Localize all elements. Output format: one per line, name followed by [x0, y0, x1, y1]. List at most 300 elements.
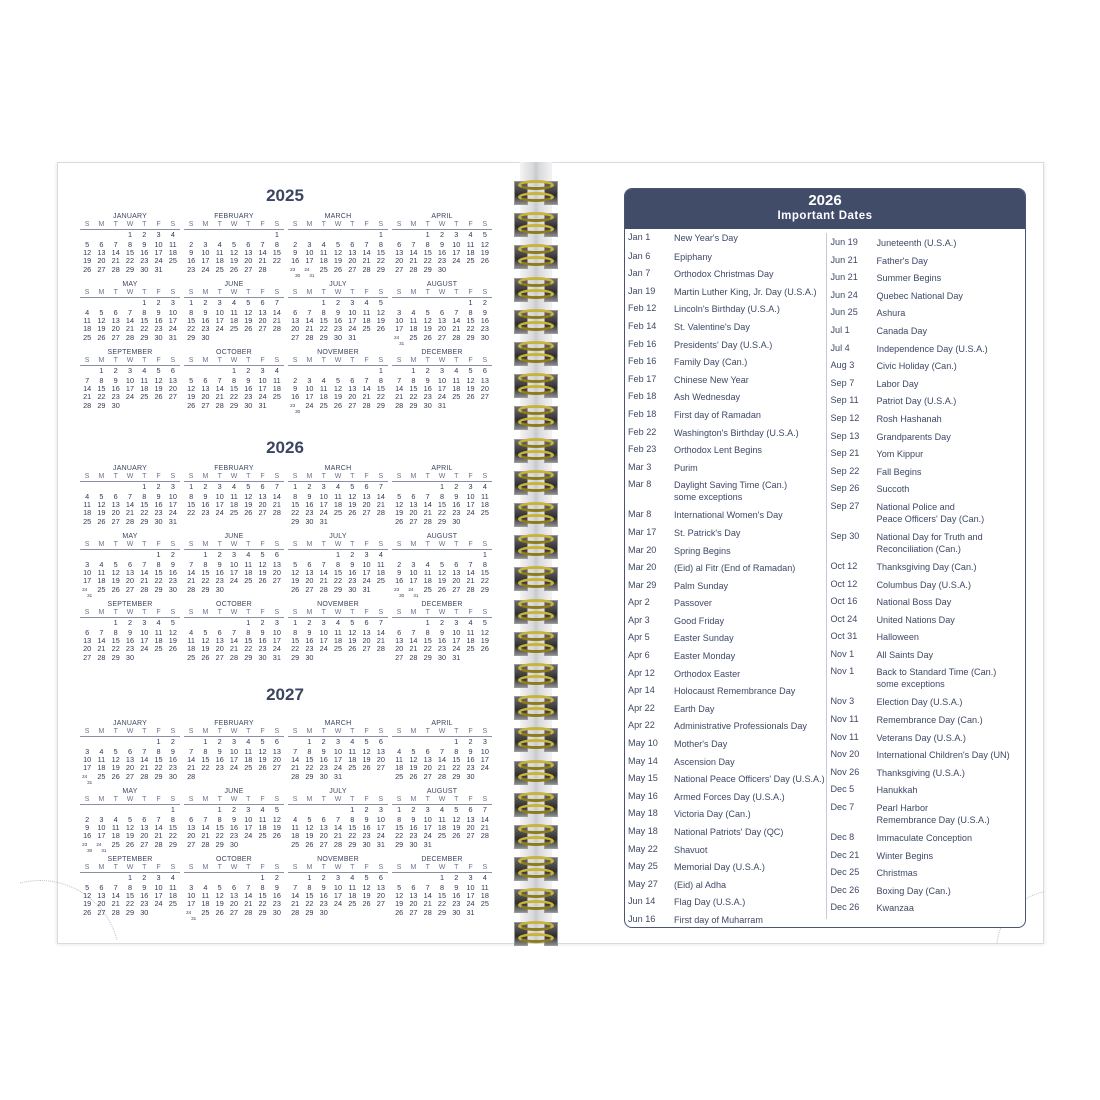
day-cell: 8 [335, 559, 341, 569]
month-name: JULY [329, 280, 347, 288]
month-calendar-july [288, 787, 388, 849]
day-cell: 2 [170, 737, 175, 746]
important-date-row [830, 268, 1025, 286]
day-cell: 15 [229, 384, 239, 394]
day-cell: 26 [83, 264, 92, 274]
day-cell: 20 [215, 644, 224, 654]
day-cell: 22 [291, 644, 300, 654]
day-cell [255, 231, 269, 239]
day-cell: 2 [321, 872, 326, 882]
day-cell: $^{23}_{30}$ [82, 841, 93, 853]
day-cell: 22 [305, 899, 314, 909]
day-cell: 7 [113, 882, 118, 892]
event-label [876, 592, 1025, 610]
day-cell [374, 773, 388, 781]
day-cell: 26 [466, 392, 475, 402]
day-cell [198, 874, 212, 882]
day-cell [241, 874, 255, 882]
day-cell: 7 [364, 375, 369, 385]
event-name: Thanksgiving Day (Can.) [876, 561, 977, 572]
weekday-label: T [350, 288, 355, 296]
weekday-label: S [84, 288, 90, 296]
weekday-label: F [156, 540, 161, 548]
day-cell: 23 [319, 763, 328, 773]
day-cell: 21 [140, 576, 149, 586]
day-cell: 22 [201, 763, 210, 773]
important-date-row [830, 409, 1025, 427]
day-cell: 19 [362, 755, 371, 765]
event-name: Grandparents Day [876, 431, 951, 442]
day-cell: 5 [397, 491, 402, 501]
weekday-label: F [468, 540, 473, 548]
day-cell: 28 [258, 264, 267, 274]
event-label [674, 611, 826, 629]
day-cell: 25 [409, 332, 418, 342]
day-cell: 22 [125, 899, 135, 909]
day-cell: 3 [99, 814, 104, 824]
weekday-label: T [246, 795, 251, 803]
day-cell: 4 [293, 814, 298, 824]
day-cell: 12 [291, 568, 300, 578]
date-label: Dec 26 [830, 884, 860, 895]
day-cell: 24 [125, 392, 135, 402]
day-cell: 25 [395, 771, 404, 781]
weekday-label: S [292, 288, 298, 296]
weekday-label: F [260, 608, 265, 616]
date-label: May 18 [628, 808, 658, 819]
day-cell: 27 [111, 332, 120, 342]
event-label [876, 780, 1025, 798]
day-cell: 18 [272, 384, 281, 394]
weekday-label: F [156, 221, 161, 228]
weekday-header-row [184, 541, 284, 550]
event-name: Epiphany [674, 251, 712, 262]
date-label: Nov 20 [830, 749, 860, 760]
day-cell: 15 [480, 568, 489, 578]
day-cell: 31 [258, 400, 267, 410]
day-cell: 7 [156, 814, 161, 824]
day-cell: 14 [362, 384, 371, 394]
day-cell: 17 [333, 755, 343, 765]
date-label: Mar 29 [628, 579, 657, 590]
month-calendar-december [392, 348, 492, 410]
day-cell: 30 [140, 907, 149, 917]
day-cell: 2 [425, 365, 430, 375]
day-cell: 10 [466, 882, 475, 892]
event-label [876, 557, 1025, 575]
day-cell: 22 [201, 576, 210, 586]
day-cell: 14 [305, 316, 314, 326]
event-name: Purim [674, 462, 698, 473]
day-cell: 29 [258, 907, 267, 917]
day-cell: 21 [140, 763, 149, 773]
day-cell: 28 [97, 652, 106, 662]
weekday-label: S [292, 540, 298, 548]
day-cell: 11 [187, 636, 195, 646]
day-grid [80, 619, 180, 662]
day-cell [288, 551, 302, 559]
day-cell: 28 [111, 907, 120, 917]
weekday-label: M [98, 540, 105, 548]
day-cell: 8 [378, 375, 383, 385]
day-cell: 10 [362, 559, 371, 569]
important-date-row [830, 251, 1025, 269]
day-cell: 27 [376, 899, 385, 909]
day-cell: 10 [348, 307, 357, 317]
day-cell [331, 654, 345, 662]
day-cell: 9 [468, 746, 473, 756]
weekday-label: T [246, 288, 251, 296]
weekday-label: M [202, 795, 209, 803]
day-cell: 31 [168, 516, 177, 526]
weekday-label: W [230, 608, 238, 616]
spiral-coil [512, 822, 560, 854]
day-cell [94, 483, 108, 491]
day-cell: 12 [480, 239, 489, 249]
day-cell: 28 [437, 771, 447, 781]
day-cell: 21 [423, 899, 432, 909]
day-cell: 6 [274, 737, 279, 746]
day-cell: 4 [468, 617, 473, 627]
weekday-label: T [321, 608, 326, 616]
weekday-label: S [274, 288, 280, 296]
day-cell: 2 [397, 559, 402, 569]
day-cell: 1 [274, 230, 279, 239]
weekday-label: T [454, 473, 459, 480]
day-cell: 26 [348, 644, 357, 654]
day-cell: 9 [189, 248, 194, 258]
event-name: Fall Begins [876, 466, 922, 477]
day-cell: 3 [378, 804, 383, 814]
day-cell [241, 586, 255, 594]
day-cell: 3 [411, 559, 416, 569]
day-cell: 24 [466, 508, 475, 518]
day-cell: 12 [333, 384, 343, 394]
day-cell [94, 551, 108, 559]
weekday-header-row [392, 796, 492, 805]
day-cell: 23 [319, 899, 328, 909]
month-name: JUNE [224, 280, 244, 288]
day-cell [80, 551, 94, 559]
day-cell: 24 [229, 576, 239, 586]
day-cell: 13 [362, 627, 371, 637]
spiral-coil [512, 629, 560, 661]
day-cell: 6 [274, 549, 279, 559]
day-grid [288, 806, 388, 849]
day-cell: 30 [201, 332, 210, 342]
day-cell: 20 [187, 831, 196, 841]
day-cell: 22 [272, 256, 281, 266]
day-cell: 7 [231, 627, 237, 637]
date-label: Apr 14 [628, 685, 655, 696]
day-cell: 20 [466, 823, 475, 833]
event-label [674, 229, 826, 247]
day-cell: 6 [397, 627, 402, 637]
day-cell: 12 [423, 316, 432, 326]
day-cell: 16 [333, 316, 343, 326]
important-date-row [830, 763, 1025, 781]
day-cell: 26 [201, 652, 210, 662]
day-cell [184, 367, 198, 375]
day-cell: 19 [452, 823, 461, 833]
day-cell: 6 [142, 814, 147, 824]
weekday-label: T [113, 540, 118, 548]
weekday-label: T [321, 473, 326, 480]
day-grid [392, 619, 492, 662]
day-cell: 14 [111, 891, 120, 901]
weekday-label: T [142, 221, 147, 228]
weekday-label: S [378, 795, 384, 803]
day-cell: 29 [291, 652, 300, 662]
day-cell: 6 [364, 617, 369, 627]
day-cell: 17 [423, 823, 432, 833]
day-cell [288, 299, 302, 307]
day-cell: 19 [258, 755, 267, 765]
day-cell [213, 367, 227, 375]
day-cell: 23 [168, 576, 177, 586]
event-name: Orthodox Christmas Day [674, 269, 774, 280]
weekday-label: W [230, 863, 238, 871]
day-cell: 18 [409, 324, 418, 334]
weekday-label: S [84, 728, 90, 735]
day-cell [406, 231, 420, 239]
event-name: Rosh Hashanah [876, 413, 942, 424]
weekday-label: S [188, 795, 194, 803]
day-cell: 16 [201, 500, 210, 510]
day-cell [345, 654, 359, 662]
day-cell [151, 806, 165, 814]
day-cell: 27 [409, 516, 418, 526]
event-name: St. Patrick's Day [674, 527, 741, 538]
day-cell [449, 402, 463, 410]
day-cell [331, 806, 345, 814]
day-cell: 28 [319, 584, 328, 594]
event-name: Holocaust Remembrance Day [674, 686, 796, 697]
weekday-label: T [425, 608, 430, 616]
day-cell: 18 [452, 384, 461, 394]
day-cell [392, 619, 406, 627]
day-cell: 20 [258, 316, 267, 326]
day-cell: 8 [454, 746, 459, 756]
day-cell [227, 231, 241, 239]
month-calendar-january [80, 719, 180, 785]
date-label: Dec 21 [830, 849, 860, 860]
day-cell: 10 [140, 627, 149, 637]
day-cell: 23 [125, 644, 135, 654]
event-label [674, 910, 826, 928]
day-cell: 18 [140, 384, 149, 394]
event-label [674, 892, 826, 910]
day-cell: 5 [335, 375, 341, 385]
day-cell: 30 [229, 839, 239, 849]
day-grid [392, 738, 492, 781]
day-cell: 25 [319, 400, 328, 410]
day-cell: 26 [395, 516, 404, 526]
day-cell: 20 [258, 500, 267, 510]
day-cell: 4 [397, 746, 402, 756]
day-grid [288, 230, 388, 278]
event-name: First day of Ramadan [674, 409, 761, 420]
day-cell: 11 [201, 891, 210, 901]
day-cell: 28 [154, 839, 163, 849]
event-label [674, 840, 826, 858]
day-cell: 3 [189, 882, 194, 892]
weekday-label: T [246, 356, 251, 364]
month-calendar-august [392, 532, 492, 598]
event-label [674, 857, 826, 875]
day-cell: 11 [291, 823, 299, 833]
weekday-label: S [188, 608, 194, 616]
date-label: Jun 25 [830, 307, 858, 318]
day-cell: 12 [201, 636, 210, 646]
date-label: May 25 [628, 861, 658, 872]
day-cell [406, 619, 420, 627]
day-cell: 30 [215, 584, 224, 594]
weekday-label: F [156, 728, 161, 735]
day-cell: 6 [231, 882, 237, 892]
weekday-label: M [202, 288, 209, 296]
day-cell: 20 [125, 576, 135, 586]
day-cell: 12 [258, 746, 267, 756]
date-label: Dec 5 [830, 784, 855, 795]
event-label [876, 863, 1025, 881]
day-cell: 1 [203, 737, 208, 746]
important-date-row [628, 611, 826, 629]
day-cell [288, 231, 302, 239]
day-cell: 1 [425, 230, 430, 239]
day-cell: 12 [111, 568, 120, 578]
weekday-label: T [425, 221, 430, 228]
day-cell: 10 [187, 891, 196, 901]
day-cell: 16 [395, 576, 404, 586]
day-grid [392, 367, 492, 410]
day-cell: 2 [307, 482, 312, 491]
day-cell [421, 874, 435, 882]
day-cell: 7 [482, 804, 487, 814]
month-name: MARCH [324, 465, 352, 472]
day-cell [449, 551, 463, 559]
event-name: Christmas [876, 868, 918, 879]
day-cell: 1 [307, 737, 312, 746]
event-name: National Peace Officers' Day (U.S.A.) [674, 774, 825, 785]
date-label: Oct 16 [830, 596, 858, 607]
spiral-coil [512, 564, 560, 596]
day-cell: 2 [454, 482, 459, 491]
event-name: Election Day (U.S.A.) [876, 697, 963, 708]
day-cell: 29 [437, 907, 447, 917]
date-label: Apr 2 [628, 597, 650, 608]
day-cell: 9 [260, 627, 265, 637]
day-cell [241, 773, 255, 781]
weekday-label: S [482, 795, 488, 803]
weekday-label: W [230, 795, 238, 803]
weekday-label: T [217, 473, 222, 480]
day-cell: 16 [291, 392, 300, 402]
important-date-row [628, 247, 826, 265]
day-cell: 15 [187, 316, 196, 326]
event-label [674, 699, 826, 717]
date-label: Jul 1 [830, 324, 850, 335]
day-cell: 12 [187, 384, 196, 394]
event-name: Quebec National Day [876, 290, 963, 301]
day-cell: 24 [333, 899, 343, 909]
weekday-label: M [306, 540, 313, 548]
day-cell: 18 [215, 256, 224, 266]
day-cell: 30 [437, 652, 447, 662]
day-cell [137, 806, 151, 814]
weekday-header-row [288, 289, 388, 298]
day-cell [345, 367, 359, 375]
event-label [876, 462, 1025, 480]
day-cell: 3 [425, 804, 430, 814]
day-cell: 11 [230, 307, 238, 317]
day-cell: 19 [244, 500, 253, 510]
important-date-row [628, 423, 826, 441]
day-cell [288, 367, 302, 375]
day-cell: 19 [258, 568, 267, 578]
day-cell: 25 [140, 392, 149, 402]
event-subtext: Reconciliation (Can.) [876, 543, 961, 554]
day-cell: 17 [187, 899, 196, 909]
day-cell: 14 [244, 891, 253, 901]
day-cell: 3 [454, 230, 459, 239]
weekday-label: F [156, 795, 161, 803]
date-label: Sep 7 [830, 377, 855, 388]
weekday-label: T [425, 540, 430, 548]
event-label [876, 745, 1025, 763]
day-cell: 28 [125, 332, 135, 342]
day-cell: 26 [111, 584, 120, 594]
day-cell: 9 [203, 307, 208, 317]
weekday-label: M [410, 540, 417, 548]
weekday-label: W [126, 221, 134, 228]
day-cell: 7 [203, 814, 208, 824]
day-cell [227, 619, 241, 627]
event-label [876, 645, 1025, 663]
day-cell: 16 [215, 755, 224, 765]
important-date-row [628, 440, 826, 458]
day-cell: 25 [423, 584, 432, 594]
day-cell: 4 [411, 307, 416, 317]
important-date-row [830, 374, 1025, 392]
day-cell: 5 [350, 482, 355, 491]
day-cell: 8 [397, 814, 402, 824]
day-cell: 26 [97, 332, 106, 342]
event-label [876, 692, 1025, 710]
day-cell: 11 [334, 491, 342, 501]
day-cell: 27 [140, 839, 149, 849]
day-cell: 10 [272, 627, 281, 637]
weekday-label: T [142, 473, 147, 480]
day-cell: 8 [260, 882, 265, 892]
month-calendar-october [184, 348, 284, 410]
weekday-label: S [274, 795, 280, 803]
day-cell: 19 [154, 384, 163, 394]
day-cell: 19 [125, 831, 135, 841]
day-cell [317, 551, 331, 559]
day-cell: 8 [246, 627, 251, 637]
weekday-label: F [364, 221, 369, 228]
month-calendar-june [184, 787, 284, 849]
day-cell: 5 [170, 617, 175, 627]
month-name: SEPTEMBER [107, 600, 153, 608]
weekday-label: S [292, 608, 298, 616]
day-cell: 7 [293, 882, 298, 892]
date-label: Sep 21 [830, 448, 860, 459]
day-cell: 10 [333, 882, 343, 892]
day-cell: 22 [333, 576, 343, 586]
day-cell: 12 [409, 755, 418, 765]
